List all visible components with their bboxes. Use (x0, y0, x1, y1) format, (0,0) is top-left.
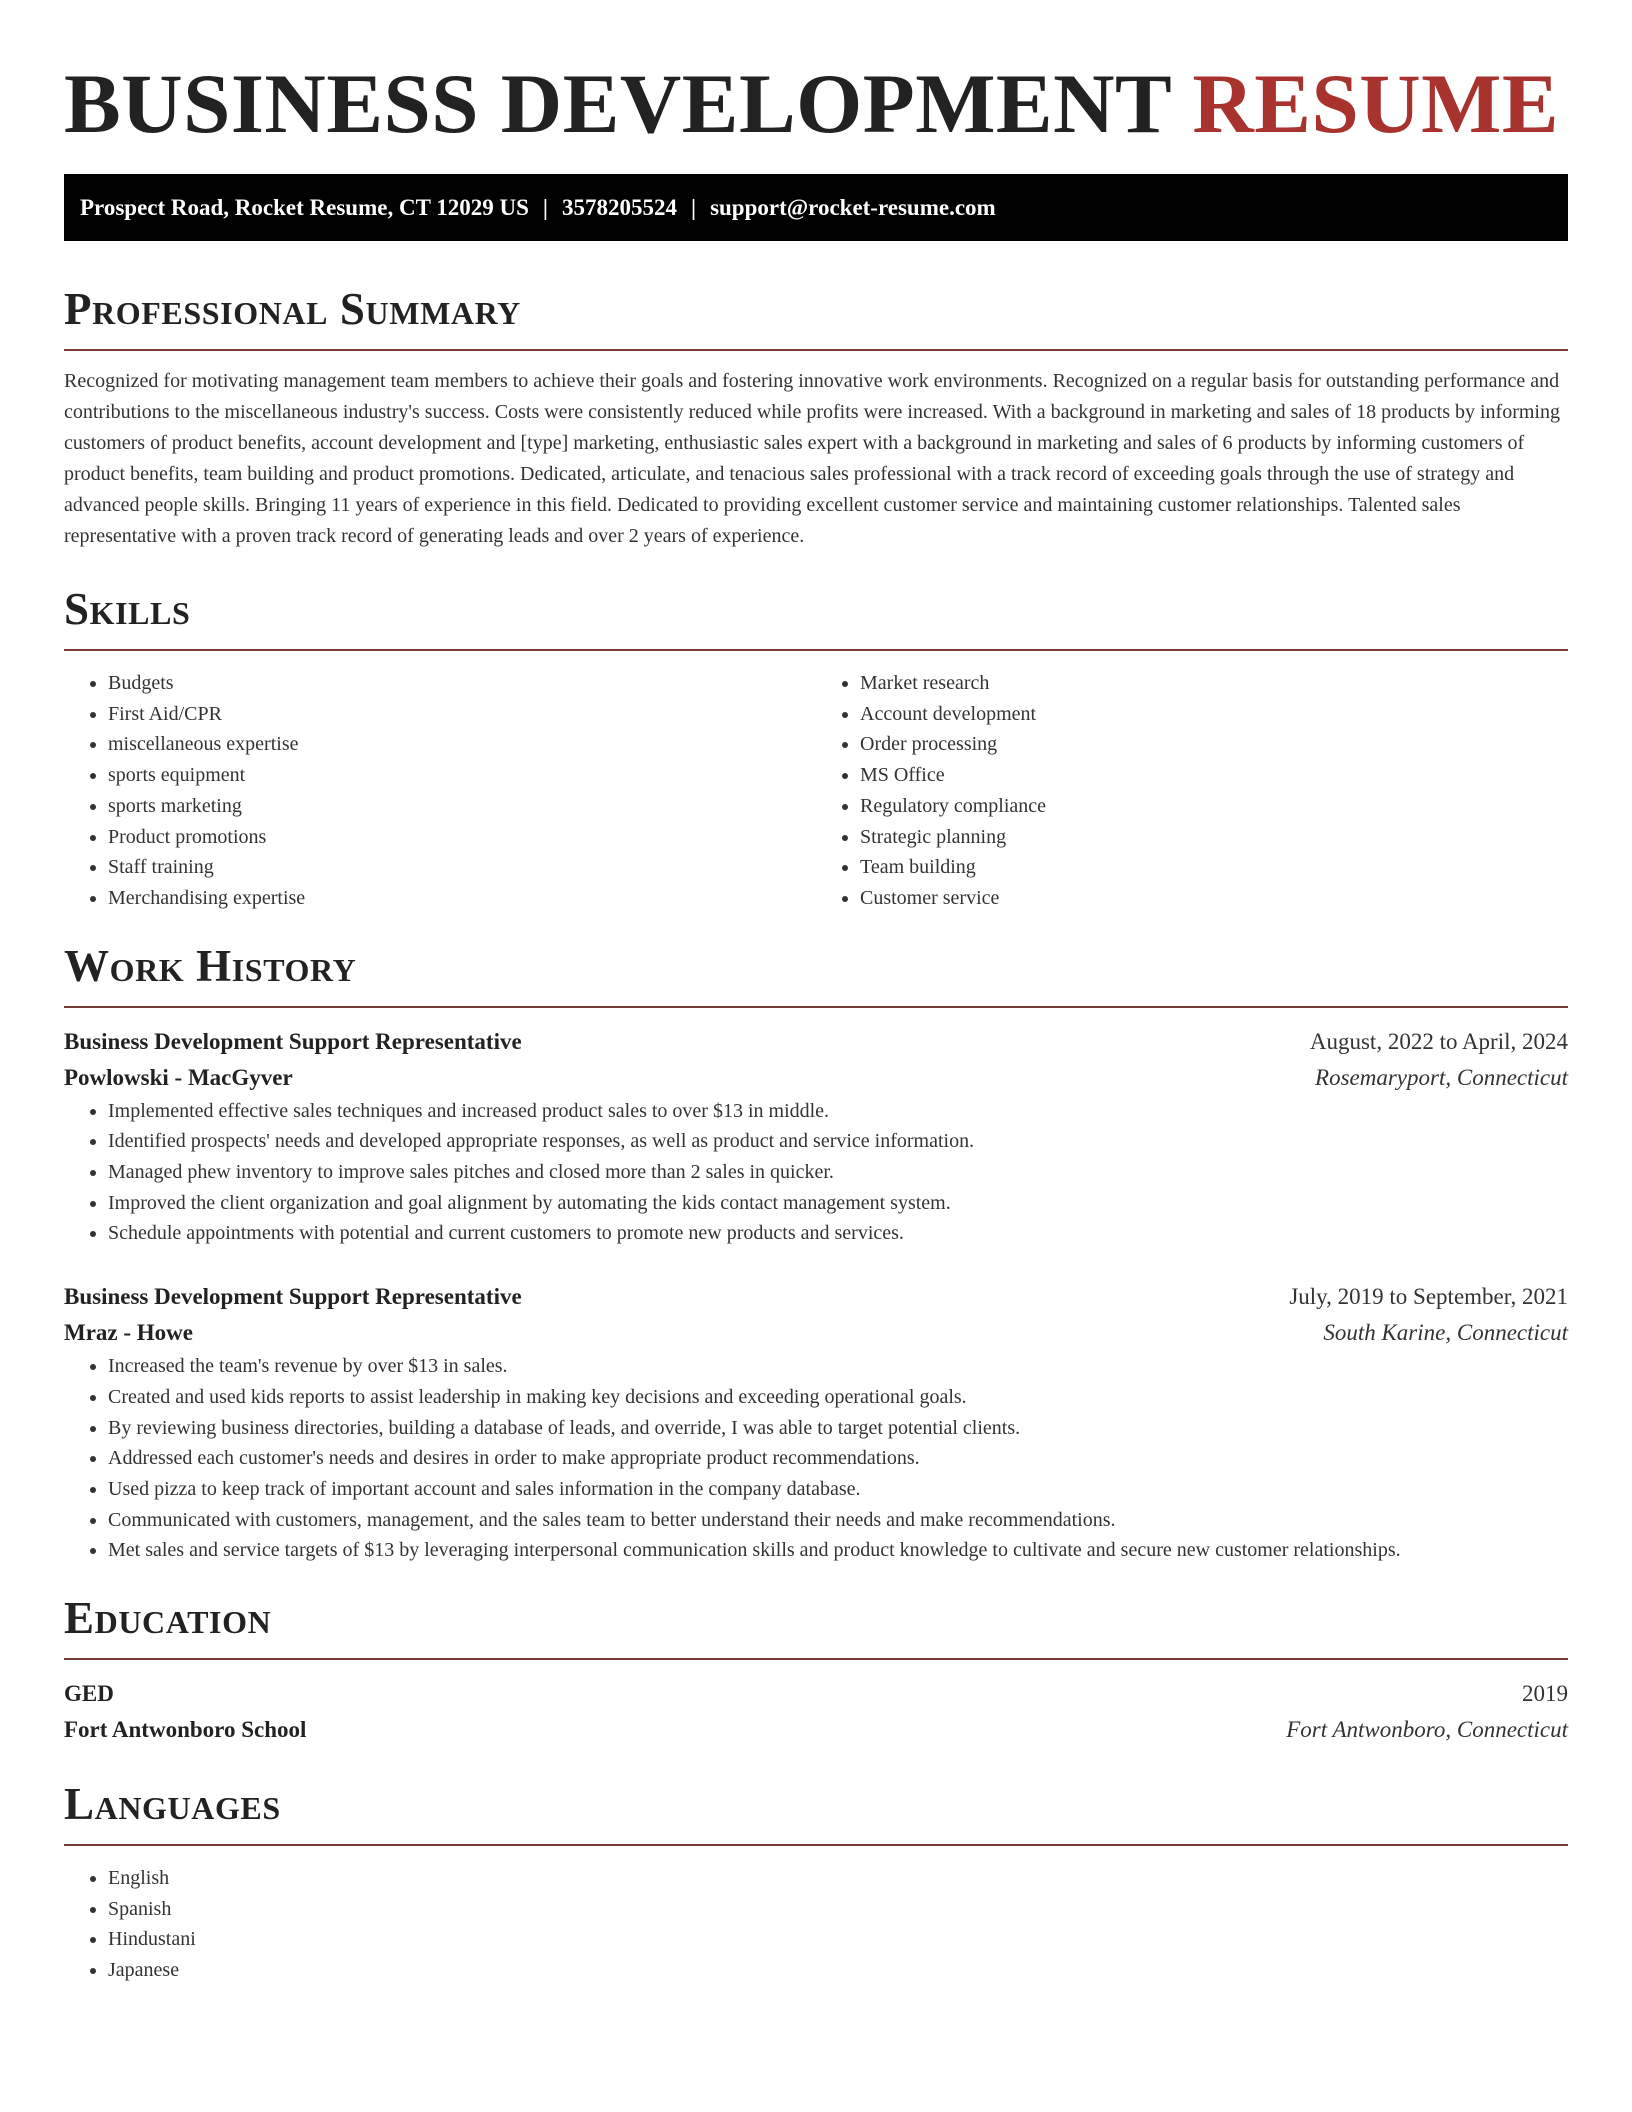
title-main: BUSINESS DEVELOPMENT (64, 57, 1171, 151)
work-section (64, 938, 1568, 1566)
job-bullet: • Used pizza to keep track of important account and sales information in the company database. (108, 1474, 1568, 1505)
education-location: Fort Antwonboro, Connecticut (1286, 1717, 1568, 1743)
education-degree-row (64, 1676, 1568, 1712)
skill-item: • Staff training (108, 852, 816, 883)
skills-list-right (816, 668, 1568, 914)
contact-separator: | (690, 195, 697, 220)
skills-column-left (64, 668, 816, 914)
job-title: Business Development Support Representative (64, 1284, 522, 1310)
education-section (64, 1590, 1568, 1748)
title-accent: RESUME (1192, 57, 1560, 151)
skill-item: • sports marketing (108, 791, 816, 822)
skills-grid (64, 668, 1568, 914)
education-entry (64, 1676, 1568, 1748)
contact-address: Prospect Road, Rocket Resume, CT 12029 US (80, 195, 529, 220)
language-item: • Japanese (108, 1955, 1568, 1986)
job-bullet: • By reviewing business directories, building a database of leads, and override, I was able to target potential clients. (108, 1413, 1568, 1444)
skill-item: • Market research (860, 668, 1568, 699)
job-bullet: • Increased the team's revenue by over $13 in sales. (108, 1351, 1568, 1382)
job-company-row (64, 1060, 1568, 1096)
education-school-row (64, 1712, 1568, 1748)
education-year: 2019 (1522, 1681, 1568, 1707)
languages-heading: Languages (64, 1779, 281, 1830)
job-bullet: • Implemented effective sales techniques and increased product sales to over $13 in middle. (108, 1096, 1568, 1127)
skill-item: • miscellaneous expertise (108, 729, 816, 760)
job-bullets (64, 1096, 1568, 1250)
language-item: • English (108, 1863, 1568, 1894)
work-heading: Work History (64, 940, 357, 991)
contact-phone: 3578205524 (561, 195, 677, 220)
job-header-row (64, 1024, 1568, 1060)
skills-section (64, 581, 1568, 914)
summary-divider (64, 349, 1568, 351)
job-dates: August, 2022 to April, 2024 (1309, 1028, 1568, 1054)
skills-divider (64, 649, 1568, 651)
skill-item: • Product promotions (108, 822, 816, 853)
summary-text: Recognized for motivating management team members to achieve their goals and fostering innovative work environments. Recognized on a regular basis for outstanding performance and contributions to the miscellaneous industry's success. Costs were consistently reduced while profits were increased. With a background in marketing and sales of 18 products by informing customers of product benefits, account development and [type] marketing, enthusiastic sales expert with a background in marketing and sales of 6 products by informing customers of product benefits, team building and product promotions. Dedicated, articulate, and tenacious sales professional with a track record of exceeding goals through the use of strategy and advanced people skills. Bringing 11 years of experience in this field. Dedicated to providing excellent customer service and maintaining customer relationships. Talented sales representative with a proven track record of generating leads and over 2 years of experience. (64, 370, 1560, 547)
skill-item: • Customer service (860, 883, 1568, 914)
work-divider (64, 1006, 1568, 1008)
job-title: Business Development Support Representative (64, 1028, 522, 1054)
language-item: • Hindustani (108, 1924, 1568, 1955)
job-bullets (64, 1351, 1568, 1566)
job-dates: July, 2019 to September, 2021 (1289, 1284, 1568, 1310)
job-bullet: • Met sales and service targets of $13 by leveraging interpersonal communication skills and product knowledge to cultivate and secure new customer relationships. (108, 1535, 1568, 1566)
job-bullet: • Identified prospects' needs and developed appropriate responses, as well as product and service information. (108, 1126, 1568, 1157)
skill-item: • First Aid/CPR (108, 699, 816, 730)
skill-item: • Strategic planning (860, 822, 1568, 853)
job-entry (64, 1279, 1568, 1566)
skill-item: • MS Office (860, 760, 1568, 791)
skill-item: • Team building (860, 852, 1568, 883)
job-bullet: • Managed phew inventory to improve sales pitches and closed more than 2 sales in quicker. (108, 1157, 1568, 1188)
skill-item: • Merchandising expertise (108, 883, 816, 914)
job-bullet: • Communicated with customers, management, and the sales team to better understand their needs and make recommendations. (108, 1505, 1568, 1536)
job-bullet: • Created and used kids reports to assist leadership in making key decisions and exceeding operational goals. (108, 1382, 1568, 1413)
job-location: South Karine, Connecticut (1323, 1320, 1568, 1346)
skills-column-right (816, 668, 1568, 914)
contact-separator: | (542, 195, 548, 220)
education-school: Fort Antwonboro School (64, 1717, 307, 1743)
summary-section (64, 281, 1568, 552)
skill-item: • Account development (860, 699, 1568, 730)
resume-title (64, 0, 1568, 150)
education-degree: GED (64, 1681, 114, 1707)
job-company: Mraz - Howe (64, 1320, 193, 1346)
skill-item: • Order processing (860, 729, 1568, 760)
job-header-row (64, 1279, 1568, 1315)
job-entry (64, 1024, 1568, 1250)
job-bullet: • Schedule appointments with potential and current customers to promote new products and services. (108, 1218, 1568, 1249)
skill-item: • Regulatory compliance (860, 791, 1568, 822)
education-divider (64, 1658, 1568, 1660)
language-item: • Spanish (108, 1894, 1568, 1925)
skills-list-left (64, 668, 816, 914)
job-location: Rosemaryport, Connecticut (1315, 1064, 1568, 1090)
job-company-row (64, 1315, 1568, 1351)
education-heading: Education (64, 1593, 272, 1644)
job-bullet: • Addressed each customer's needs and desires in order to make appropriate product recommendations. (108, 1443, 1568, 1474)
skill-item: • sports equipment (108, 760, 816, 791)
summary-heading: Professional Summary (64, 284, 521, 334)
contact-email: support@rocket-resume.com (710, 195, 996, 220)
skills-heading: Skills (64, 584, 191, 634)
job-bullet: • Improved the client organization and goal alignment by automating the kids contact management system. (108, 1188, 1568, 1219)
contact-bar (64, 174, 1568, 241)
languages-section (64, 1776, 1568, 1986)
languages-divider (64, 1844, 1568, 1846)
languages-list (64, 1863, 1568, 1986)
job-company: Powlowski - MacGyver (64, 1064, 293, 1090)
skill-item: • Budgets (108, 668, 816, 699)
